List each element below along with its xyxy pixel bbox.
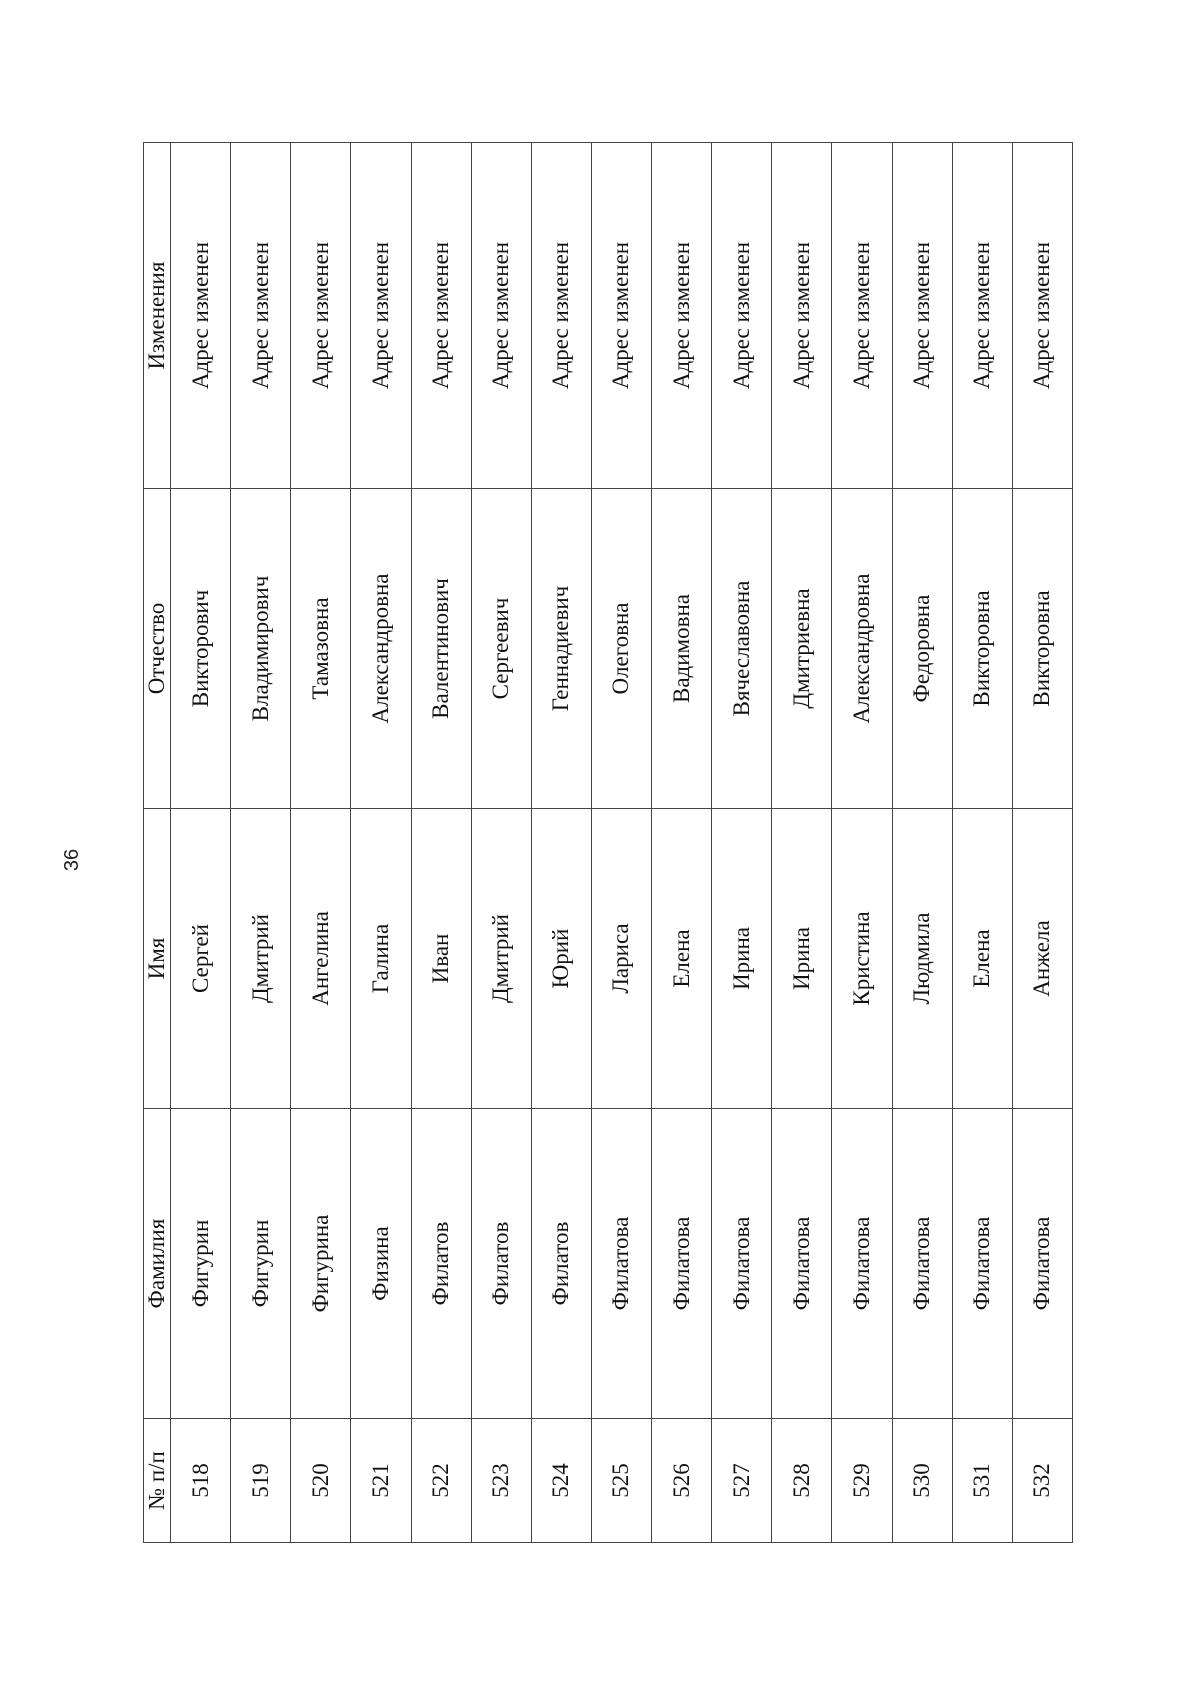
cell-patronymic: Владимирович — [231, 489, 291, 809]
cell-changes: Адрес изменен — [171, 143, 231, 489]
cell-number: 519 — [231, 1419, 291, 1543]
table-row — [892, 143, 952, 1543]
cell-changes: Адрес изменен — [652, 143, 712, 489]
table-row — [171, 143, 231, 1543]
cell-first-name: Ангелина — [291, 809, 351, 1109]
table-row — [351, 143, 411, 1543]
cell-changes: Адрес изменен — [892, 143, 952, 489]
cell-number: 528 — [772, 1419, 832, 1543]
cell-changes: Адрес изменен — [952, 143, 1012, 489]
header-last-name: Фамилия — [144, 1109, 171, 1419]
cell-changes: Адрес изменен — [231, 143, 291, 489]
cell-last-name: Филатов — [531, 1109, 591, 1419]
cell-number: 525 — [591, 1419, 651, 1543]
cell-last-name: Филатов — [411, 1109, 471, 1419]
cell-last-name: Филатова — [772, 1109, 832, 1419]
cell-first-name: Елена — [952, 809, 1012, 1109]
cell-patronymic: Дмитриевна — [772, 489, 832, 809]
cell-patronymic: Сергеевич — [471, 489, 531, 809]
cell-last-name: Филатова — [892, 1109, 952, 1419]
cell-number: 518 — [171, 1419, 231, 1543]
cell-first-name: Анжела — [1012, 809, 1072, 1109]
cell-last-name: Фигурин — [231, 1109, 291, 1419]
cell-changes: Адрес изменен — [291, 143, 351, 489]
table-row — [471, 143, 531, 1543]
cell-patronymic: Вадимовна — [652, 489, 712, 809]
cell-patronymic: Викторовна — [1012, 489, 1072, 809]
cell-first-name: Елена — [652, 809, 712, 1109]
cell-last-name: Филатова — [1012, 1109, 1072, 1419]
cell-changes: Адрес изменен — [1012, 143, 1072, 489]
cell-changes: Адрес изменен — [471, 143, 531, 489]
table-row — [952, 143, 1012, 1543]
cell-changes: Адрес изменен — [832, 143, 892, 489]
cell-first-name: Иван — [411, 809, 471, 1109]
cell-number: 523 — [471, 1419, 531, 1543]
table-row — [832, 143, 892, 1543]
cell-number: 520 — [291, 1419, 351, 1543]
table-row — [411, 143, 471, 1543]
cell-first-name: Дмитрий — [471, 809, 531, 1109]
cell-number: 532 — [1012, 1419, 1072, 1543]
cell-last-name: Фигурина — [291, 1109, 351, 1419]
cell-last-name: Филатова — [652, 1109, 712, 1419]
cell-changes: Адрес изменен — [591, 143, 651, 489]
cell-first-name: Ирина — [712, 809, 772, 1109]
table-row — [231, 143, 291, 1543]
table-row — [652, 143, 712, 1543]
cell-first-name: Людмила — [892, 809, 952, 1109]
cell-patronymic: Тамазовна — [291, 489, 351, 809]
cell-first-name: Дмитрий — [231, 809, 291, 1109]
cell-first-name: Ирина — [772, 809, 832, 1109]
cell-last-name: Филатова — [832, 1109, 892, 1419]
cell-number: 529 — [832, 1419, 892, 1543]
cell-last-name: Физина — [351, 1109, 411, 1419]
cell-changes: Адрес изменен — [351, 143, 411, 489]
cell-changes: Адрес изменен — [772, 143, 832, 489]
table-container — [143, 143, 1073, 1543]
table-header-row — [144, 143, 171, 1543]
table-row — [712, 143, 772, 1543]
cell-changes: Адрес изменен — [712, 143, 772, 489]
cell-number: 526 — [652, 1419, 712, 1543]
cell-first-name: Юрий — [531, 809, 591, 1109]
table-row — [772, 143, 832, 1543]
cell-changes: Адрес изменен — [531, 143, 591, 489]
page-number: 36 — [60, 848, 83, 872]
cell-patronymic: Олеговна — [591, 489, 651, 809]
cell-number: 527 — [712, 1419, 772, 1543]
cell-patronymic: Александровна — [832, 489, 892, 809]
cell-changes: Адрес изменен — [411, 143, 471, 489]
cell-patronymic: Федоровна — [892, 489, 952, 809]
cell-patronymic: Геннадиевич — [531, 489, 591, 809]
cell-number: 524 — [531, 1419, 591, 1543]
cell-last-name: Филатова — [952, 1109, 1012, 1419]
cell-first-name: Лариса — [591, 809, 651, 1109]
data-table — [143, 142, 1073, 1543]
cell-last-name: Филатова — [591, 1109, 651, 1419]
cell-patronymic: Александровна — [351, 489, 411, 809]
header-changes: Изменения — [144, 143, 171, 489]
table-row — [531, 143, 591, 1543]
cell-first-name: Галина — [351, 809, 411, 1109]
header-first-name: Имя — [144, 809, 171, 1109]
header-patronymic: Отчество — [144, 489, 171, 809]
cell-last-name: Фигурин — [171, 1109, 231, 1419]
cell-first-name: Кристина — [832, 809, 892, 1109]
table-row — [1012, 143, 1072, 1543]
cell-last-name: Филатова — [712, 1109, 772, 1419]
cell-number: 530 — [892, 1419, 952, 1543]
table-row — [591, 143, 651, 1543]
cell-first-name: Сергей — [171, 809, 231, 1109]
cell-number: 531 — [952, 1419, 1012, 1543]
table-row — [291, 143, 351, 1543]
cell-patronymic: Викторовна — [952, 489, 1012, 809]
cell-number: 521 — [351, 1419, 411, 1543]
cell-number: 522 — [411, 1419, 471, 1543]
cell-patronymic: Викторович — [171, 489, 231, 809]
cell-patronymic: Валентинович — [411, 489, 471, 809]
header-number: № п/п — [144, 1419, 171, 1543]
cell-last-name: Филатов — [471, 1109, 531, 1419]
cell-patronymic: Вячеславовна — [712, 489, 772, 809]
